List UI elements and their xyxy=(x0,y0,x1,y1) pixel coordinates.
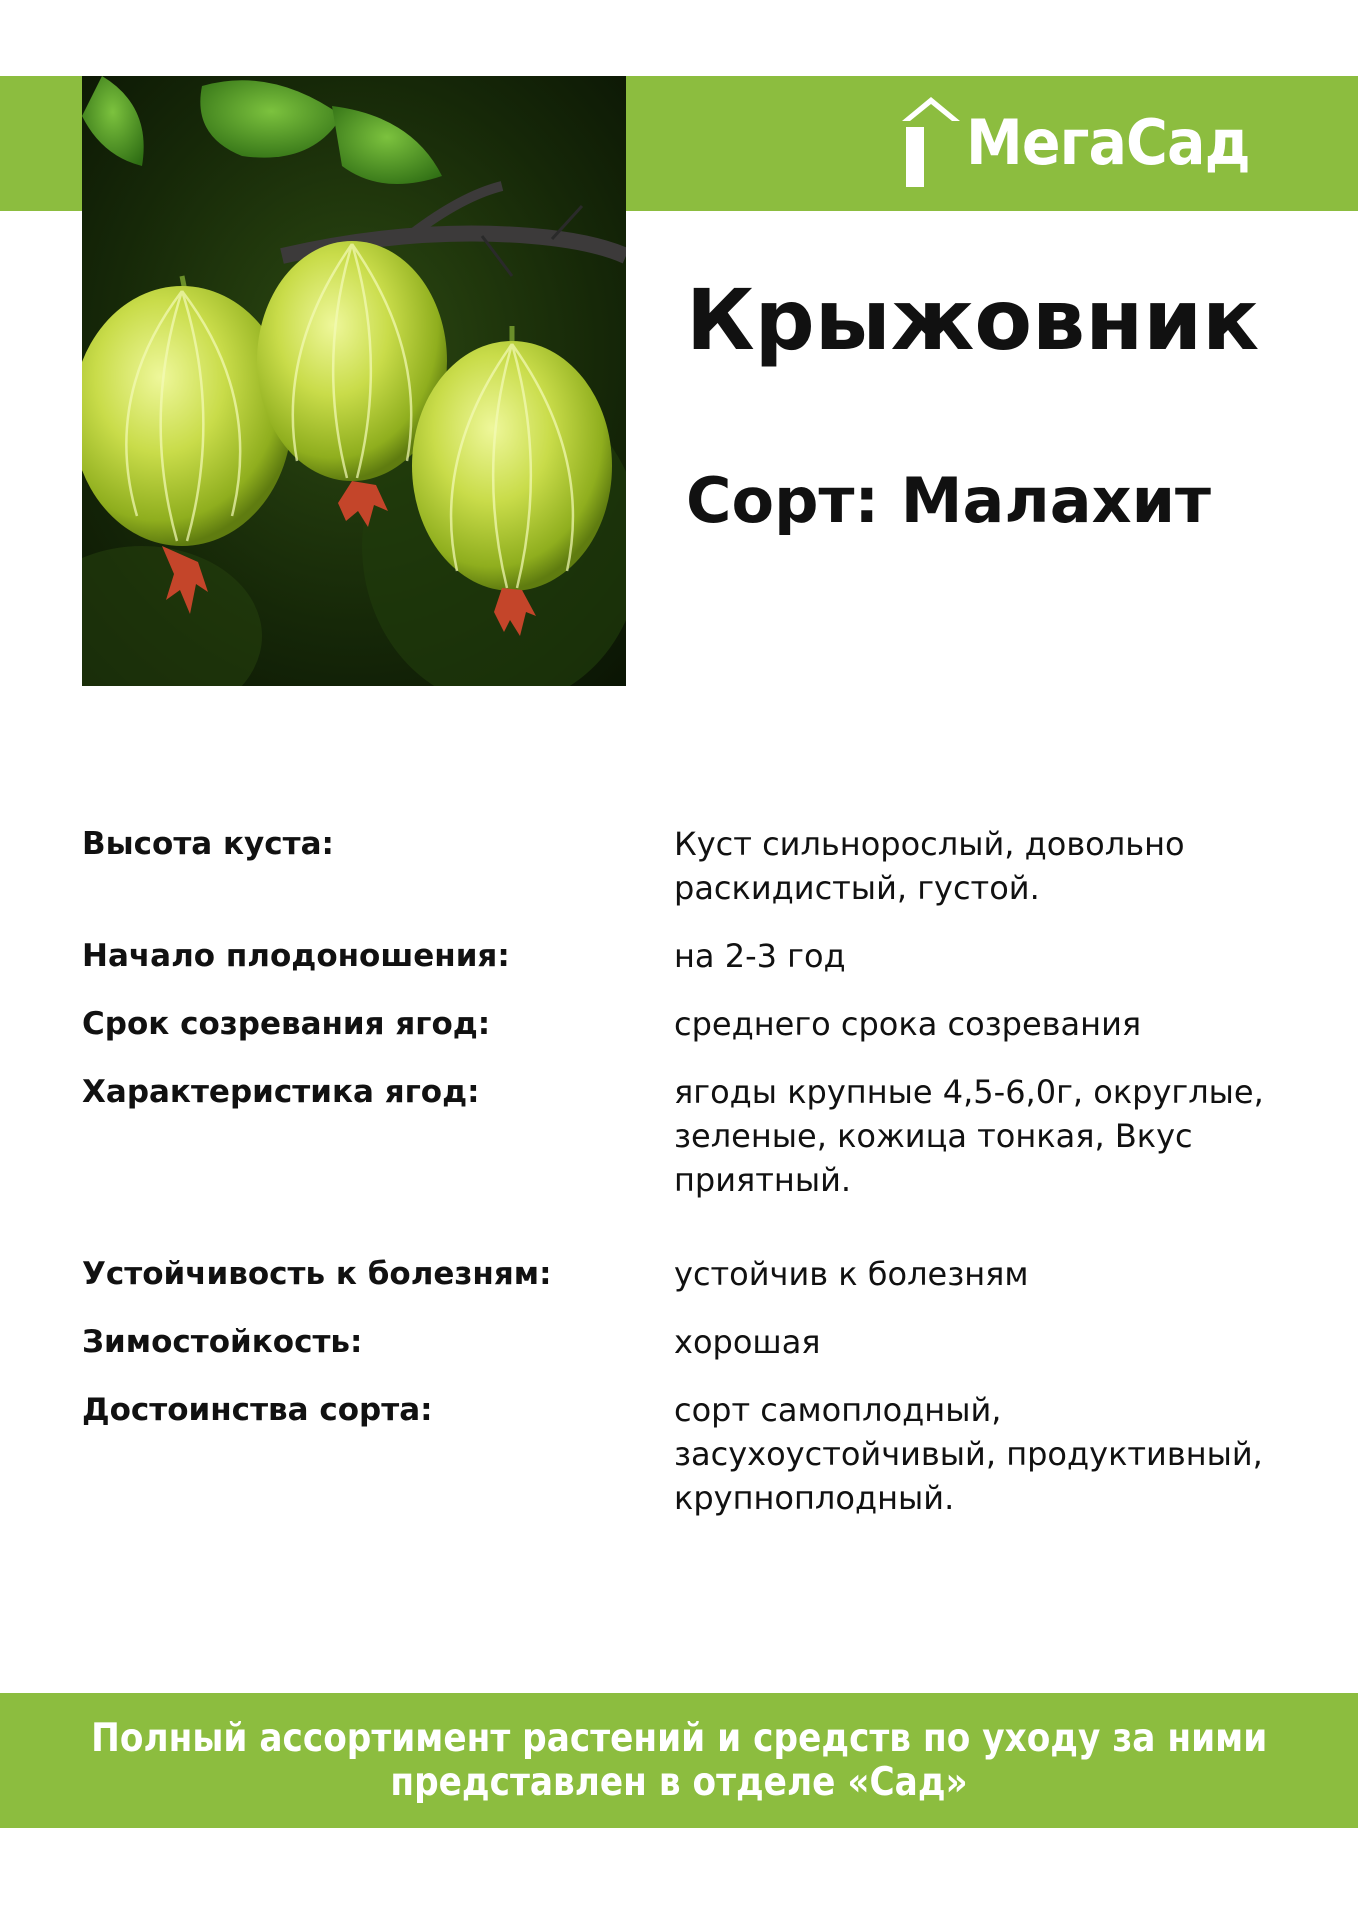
spec-row-ripening xyxy=(82,1002,1302,1046)
spec-row-berries xyxy=(82,1070,1302,1202)
spec-value: среднего срока созревания xyxy=(674,1005,1142,1043)
spec-value: на 2-3 год xyxy=(674,937,846,975)
spec-value: ягоды крупные 4,5-6,0г, округлые, зеленые, кожица тонкая, Вкус приятный. xyxy=(674,1073,1264,1199)
spec-row-disease-resistance xyxy=(82,1252,1302,1296)
footer-line-2: представлен в отделе «Сад» xyxy=(390,1759,968,1805)
spec-row-height xyxy=(82,822,1302,910)
spec-row-fruiting-start xyxy=(82,934,1302,978)
house-roof-icon xyxy=(900,93,962,193)
spec-list xyxy=(82,822,1302,1520)
spec-label: Устойчивость к болезням: xyxy=(82,1256,552,1292)
brand-logo xyxy=(900,88,1274,198)
spec-label: Зимостойкость: xyxy=(82,1324,363,1360)
spec-value: сорт самоплодный, засухоустойчивый, продуктивный, крупноплодный. xyxy=(674,1391,1263,1517)
spec-label: Начало плодоношения: xyxy=(82,938,510,974)
spec-label: Достоинства сорта: xyxy=(82,1392,433,1428)
spec-row-winter-hardiness xyxy=(82,1320,1302,1364)
brand-name: МегаСад xyxy=(966,106,1250,179)
variety-name: Сорт: Малахит xyxy=(686,464,1211,537)
spec-value: хорошая xyxy=(674,1323,821,1361)
spec-value: устойчив к болезням xyxy=(674,1255,1029,1293)
spec-label: Высота куста: xyxy=(82,826,334,862)
footer-band xyxy=(0,1693,1358,1828)
product-title: Крыжовник xyxy=(686,271,1260,369)
gooseberry-photo xyxy=(82,76,626,686)
spec-row-advantages xyxy=(82,1388,1302,1520)
spec-value: Куст сильнорослый, довольно раскидистый, густой. xyxy=(674,825,1185,907)
footer-line-1: Полный ассортимент растений и средств по уходу за ними xyxy=(90,1715,1268,1761)
spec-label: Характеристика ягод: xyxy=(82,1074,480,1110)
spec-label: Срок созревания ягод: xyxy=(82,1006,491,1042)
